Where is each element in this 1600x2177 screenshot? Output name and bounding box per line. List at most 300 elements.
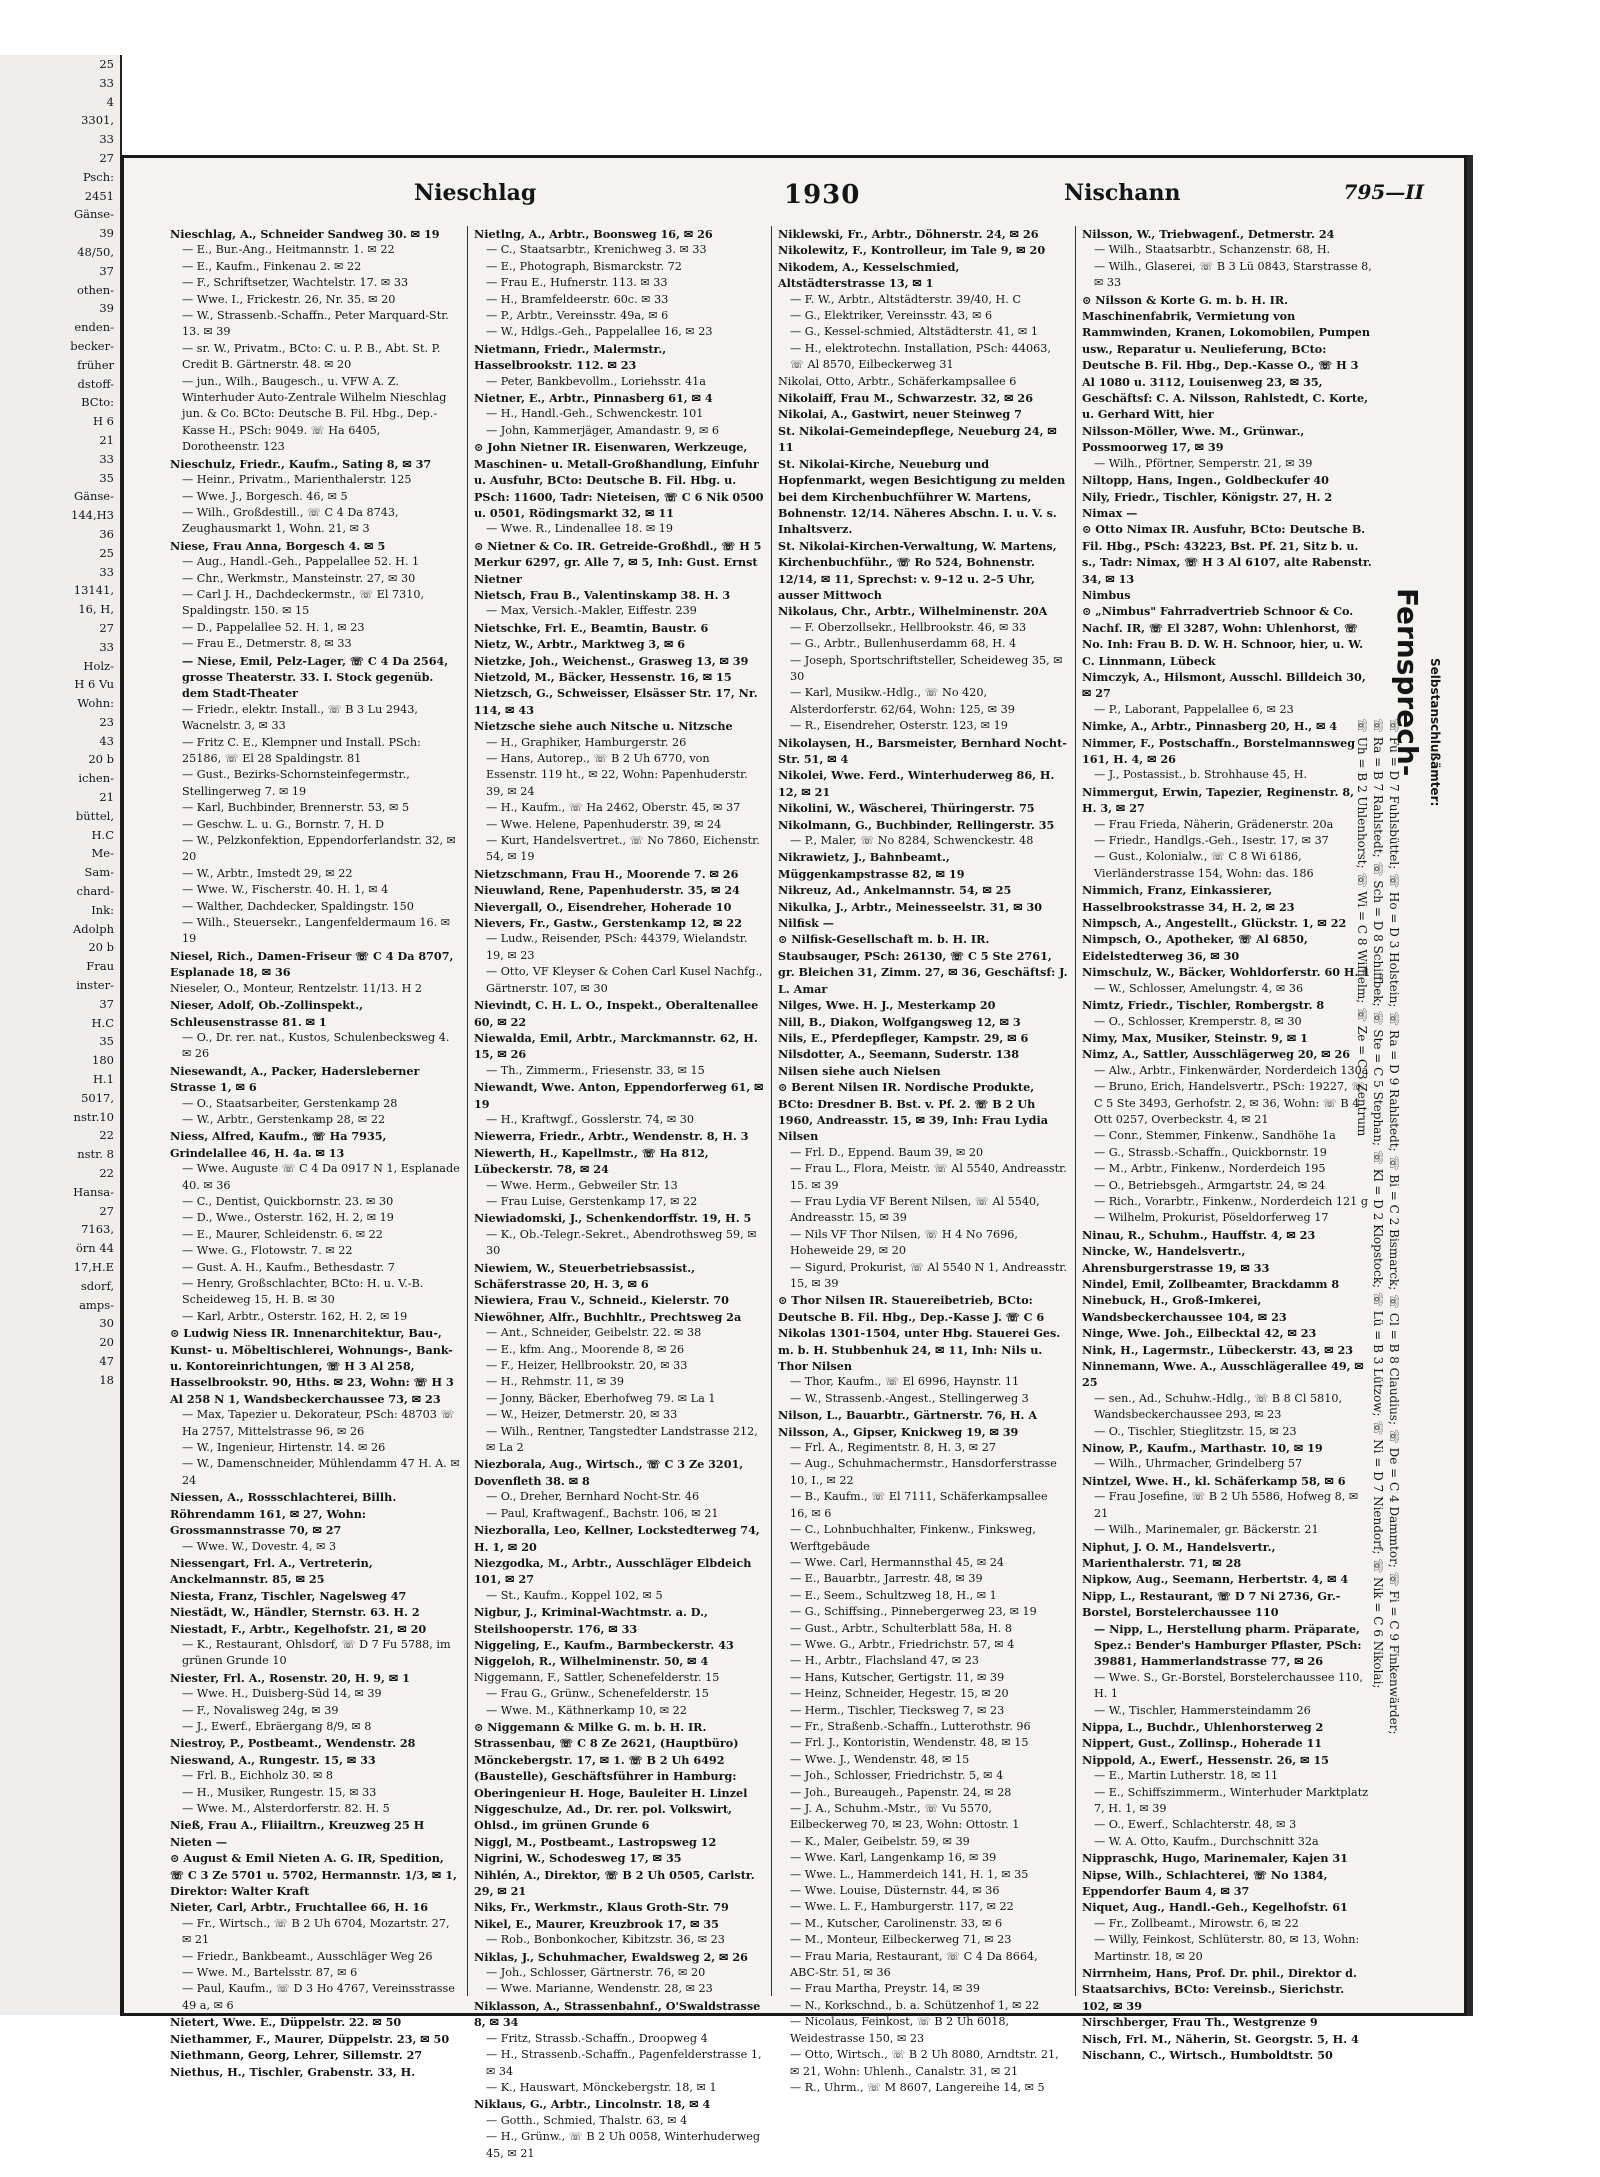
directory-entry: Nietzold, M., Bäcker, Hessenstr. 16, ✉ 15 [474,669,732,684]
adjacent-page-fragment: örn 44 [75,1241,114,1256]
directory-entry: Niewandt, Wwe. Anton, Eppendorferweg 61, ✉ 19 [474,1080,764,1111]
directory-entry: — Wwe. R., Lindenallee 18. ✉ 19 [486,522,673,536]
directory-entry: — W., Heizer, Detmerstr. 20, ✉ 33 [486,1408,678,1422]
directory-entry: — Frau Josefine, ☏ B 2 Uh 5586, Hofweg 8, ✉ 21 [1094,1490,1359,1520]
column-divider [1075,226,1076,1996]
directory-entry: — G., Arbtr., Bullenhuserdamm 68, H. 4 [790,637,1017,651]
directory-entry: — Herm., Tischler, Tiecksweg 7, ✉ 23 [790,1703,1005,1717]
directory-entry: Nieten — [170,1834,228,1849]
directory-entry: — Joh., Schlosser, Friedrichstr. 5, ✉ 4 [790,1769,1004,1783]
directory-entry: Ninnemann, Wwe. A., Ausschlägerallee 49, ✉ 25 [1082,1359,1364,1390]
directory-entry: Niklas, J., Schuhmacher, Ewaldsweg 2, ✉ 26 [474,1949,748,1964]
directory-entry: — Joh., Schlosser, Gärtnerstr. 76, ✉ 20 [486,1966,706,1980]
adjacent-page-fragment: Sam- [84,865,114,880]
directory-entry: Niquet, Aug., Handl.-Geh., Kegelhofstr. 61 [1082,1900,1348,1915]
adjacent-page-fragment: 35 [99,470,114,485]
directory-entry: — C., Staatsarbtr., Krenichweg 3. ✉ 33 [486,243,707,257]
directory-entry: — Gotth., Schmied, Thalstr. 63, ✉ 4 [486,2113,688,2127]
directory-entry: Nikolai, Otto, Arbtr., Schäferkampsallee 6 [778,374,1017,388]
page-number: 795—II [1343,180,1424,204]
directory-entry: Niezboralla, Leo, Kellner, Lockstedterweg 74, H. 1, ✉ 20 [474,1523,760,1554]
directory-entry: — Fr., Straßenb.-Schaffn., Lutterothstr. 96 [790,1719,1031,1733]
directory-entry: — Wwe. Karl, Langenkamp 16, ✉ 39 [790,1851,997,1865]
directory-entry: Niesel, Rich., Damen-Friseur ☏ C 4 Da 8707, Esplanade 18, ✉ 36 [170,948,454,980]
adjacent-page-fragment: 13141, [73,583,114,598]
adjacent-page-fragment: 180 [92,1053,114,1068]
directory-entry: ⊙ Nilfisk-Gesellschaft m. b. H. IR. Staubsauger, PSch: 26130, ☏ C 5 Ste 2761, gr. Bleichen 31, Zimm. 27, ✉ 36, Geschäftsf: J. L. Amar [778,932,1068,996]
directory-entry: — M., Monteur, Eilbeckerweg 71, ✉ 23 [790,1933,1012,1947]
adjacent-page-fragment: Ink: [91,902,114,917]
adjacent-page-fragment: 36 [99,526,114,541]
directory-entry: — H., Rehmstr. 11, ✉ 39 [486,1375,625,1389]
directory-entry: — P., Arbtr., Vereinsstr. 49a, ✉ 6 [486,309,669,323]
directory-entry: — Th., Zimmerm., Friesenstr. 33, ✉ 15 [486,1063,705,1077]
directory-entry: — St., Kaufm., Koppel 102, ✉ 5 [486,1588,663,1602]
directory-entry: — Friedr., Handlgs.-Geh., Isestr. 17, ✉ 37 [1094,834,1329,848]
directory-entry: — Wilh., Rentner, Tangstedter Landstrasse 212, ✉ La 2 [486,1424,758,1455]
adjacent-page-fragment: 25 [99,57,114,71]
directory-entry: — W., Arbtr., Gerstenkamp 28, ✉ 22 [182,1112,386,1126]
adjacent-page-fragment: 37 [99,263,114,278]
directory-entry: Nink, H., Lagermstr., Lübeckerstr. 43, ✉ 23 [1082,1342,1354,1357]
directory-entry: Niks, Fr., Werkmstr., Klaus Groth-Str. 79 [474,1900,729,1915]
directory-entry: Niesewandt, A., Packer, Hadersleberner Strasse 1, ✉ 6 [170,1063,420,1095]
directory-entry: — Ludw., Reisender, PSch: 44379, Wielandstr. 19, ✉ 23 [486,932,748,962]
directory-entry: — Wwe. Marianne, Wendenstr. 28, ✉ 23 [486,1982,713,1996]
directory-entry: — Rob., Bonbonkocher, Kibitzstr. 36, ✉ 23 [486,1933,725,1947]
directory-entry: Nikolmann, G., Buchbinder, Rellingerstr. 35 [778,817,1055,832]
adjacent-page-fragment: 22 [99,1128,114,1143]
adjacent-page-fragment: 5017, [81,1090,114,1105]
directory-entry: — Aug., Handl.-Geh., Pappelallee 52. H. 1 [182,555,420,569]
directory-entry: Nievergall, O., Eisendreher, Hoherade 10 [474,899,732,914]
directory-entry: — H., Grünw., ☏ B 2 Uh 0058, Winterhuderweg 45, ✉ 21 [486,2130,760,2160]
directory-entry: Nieter, Carl, Arbtr., Fruchtallee 66, H. 16 [170,1900,429,1915]
adjacent-page-fragment: 21 [99,432,114,447]
directory-entry: Nietsch, Frau B., Valentinskamp 38. H. 3 [474,587,731,602]
directory-entry: — F., Schriftsetzer, Wachtelstr. 17. ✉ 33 [182,276,409,290]
directory-entry: Nieschulz, Friedr., Kaufm., Sating 8, ✉ 37 [170,456,432,471]
directory-entry: Nimax — [1082,505,1138,520]
directory-entry: St. Nikolai-Gemeindepflege, Neueburg 24, ✉ 11 [778,423,1057,455]
directory-entry: — Frl. B., Eichholz 30. ✉ 8 [182,1769,334,1783]
directory-entry: ⊙ John Nietner IR. Eisenwaren, Werkzeuge, Maschinen- u. Metall-Großhandlung, Einfuhr u. Ausfuhr, BCto: Deutsche B. Fil. Hbg. u. PSch: 11600, Tadr: Nieteisen, ☏ C 6 Nik 0500 u. 0501, Rödingsmarkt 32, ✉ 11 [474,440,764,520]
directory-entry: Niklaus, G., Arbtr., Lincolnstr. 18, ✉ 4 [474,2097,711,2112]
directory-entry: St. Nikolai-Kirchen-Verwaltung, W. Martens, Kirchenbuchführ., ☏ Ro 524, Bohnenstr. 12/14, ✉ 11, Sprechst: v. 9–12 u. 2–5 Uhr, ausser Mittwoch [778,538,1057,602]
directory-entry: — Otto, VF Kleyser & Cohen Carl Kusel Nachfg., Gärtnerstr. 107, ✉ 30 [486,965,763,995]
directory-entry: Nietzschmann, Frau H., Moorende 7. ✉ 26 [474,866,739,881]
directory-entry: Nimy, Max, Musiker, Steinstr. 9, ✉ 1 [1082,1030,1308,1045]
directory-entry: Nieser, Adolf, Ob.-Zollinspekt., Schleusenstrasse 81. ✉ 1 [170,998,364,1029]
directory-entry: — sen., Ad., Schuhw.-Hdlg., ☏ B 8 Cl 5810, Wandsbeckerchaussee 293, ✉ 23 [1094,1391,1343,1422]
directory-entry: ⊙ „Nimbus" Fahrradvertrieb Schnoor & Co. Nachf. IR, ☏ El 3287, Wohn: Uhlenhorst, ☏ No. Inh: Frau B. D. W. H. Schnoor, hier, u. W. C. Linnmann, Lübeck [1082,604,1363,668]
directory-entry: — F., Novalisweg 24g, ✉ 39 [182,1703,339,1717]
directory-entry: — Fritz, Strassb.-Schaffn., Droopweg 4 [486,2031,708,2045]
directory-entry: — O., Tischler, Stieglitzstr. 15, ✉ 23 [1094,1424,1297,1438]
directory-entry: — Wilh., Staatsarbtr., Schanzenstr. 68, H. [1094,243,1331,257]
directory-entry: — Wwe. W., Dovestr. 4, ✉ 3 [182,1539,337,1553]
adjacent-page-fragment: BCto: [81,395,114,410]
adjacent-page-fragment: 20 b [88,940,114,955]
directory-entry: Nietz, W., Arbtr., Marktweg 3, ✉ 6 [474,637,686,652]
directory-entry: — H., Bramfeldeerstr. 60c. ✉ 33 [486,292,669,306]
directory-entry: Nincke, W., Handelsvertr., Ahrensburgerstrasse 19, ✉ 33 [1082,1244,1270,1275]
column-divider [467,226,468,1996]
directory-entry: — Karl, Buchbinder, Brennerstr. 53, ✉ 5 [182,801,410,815]
directory-entry: Niggeling, E., Kaufm., Barmbeckerstr. 43 [474,1637,734,1652]
adjacent-page-fragment: H.C [91,1015,114,1030]
directory-entry: — Frl. D., Eppend. Baum 39, ✉ 20 [790,1145,984,1159]
directory-entry: — W., Ingenieur, Hirtenstr. 14. ✉ 26 [182,1441,386,1455]
directory-entry: Nievers, Fr., Gastw., Gerstenkamp 12, ✉ 22 [474,916,742,931]
directory-entry: Nimmich, Franz, Einkassierer, Hasselbrookstrasse 34, H. 2, ✉ 23 [1082,883,1295,914]
directory-entry: Niethus, H., Tischler, Grabenstr. 33, H. [170,2064,416,2079]
directory-entry: — Joh., Bureaugeh., Papenstr. 24, ✉ 28 [790,1785,1012,1799]
header-year: 1930 [784,180,861,210]
directory-entry: Nippert, Gust., Zollinsp., Hoherade 11 [1082,1736,1323,1751]
directory-entry: — E., Martin Lutherstr. 18, ✉ 11 [1094,1769,1279,1783]
directory-entry: Nimschulz, W., Bäcker, Wohldorferstr. 60 H. 1 [1082,965,1371,980]
adjacent-page-fragment: 43 [99,733,114,748]
directory-entry: Nimpsch, O., Apotheker, ☏ Al 6850, Eidelstedterweg 36, ✉ 30 [1082,932,1308,963]
directory-entry: — Wilh., Großdestill., ☏ C 4 Da 8743, Zeughausmarkt 1, Wohn. 21, ✉ 3 [182,505,399,536]
adjacent-page-fragment: becker- [70,338,114,353]
adjacent-page-fragment: 3301, [81,113,114,128]
directory-entry: Nilges, Wwe. H. J., Mesterkamp 20 [778,998,996,1013]
directory-entry: ⊙ August & Emil Nieten A. G. IR, Spedition, ☏ C 3 Ze 5701 u. 5702, Hermannstr. 1/3, ✉ 1, Direktor: Walter Kraft [170,1851,457,1899]
directory-entry: Nikreuz, Ad., Ankelmannstr. 54, ✉ 25 [778,883,1012,898]
directory-entry: — G., Strassb.-Schaffn., Quickbornstr. 19 [1094,1145,1327,1159]
directory-entry: — D., Wwe., Osterstr. 162, H. 2, ✉ 19 [182,1211,394,1225]
adjacent-page-fragment: 39 [99,301,114,316]
directory-entry: — W., Strassenb.-Angest., Stellingerweg 3 [790,1391,1029,1405]
directory-entry: — Frau Luise, Gerstenkamp 17, ✉ 22 [486,1194,698,1208]
directory-entry: ⊙ Ludwig Niess IR. Innenarchitektur, Bau-, Kunst- u. Möbeltischlerei, Wohnungs-, Bank- u. Kontoreinrichtungen, ☏ H 3 Al 258, Hasselbrookstr. 90, Hths. ✉ 23, Wohn: ☏ H 3 Al 258 N 1, Wandsbeckerchaussee 73, ✉ 23 [170,1326,454,1406]
directory-entry: — E., Schiffszimmerm., Winterhuder Marktplatz 7, H. 1, ✉ 39 [1094,1785,1369,1815]
directory-entry: — Rich., Vorarbtr., Finkenw., Norderdeich 121 g [1094,1194,1369,1208]
adjacent-page-fragment: 25 [99,545,114,560]
legend-title: Fernsprech- [1391,588,1424,777]
adjacent-page-fragment: nstr. 8 [77,1147,114,1162]
adjacent-page-fragment: Frau [86,959,114,974]
adjacent-page-fragment: 27 [99,1203,114,1218]
directory-entry: Nimmergut, Erwin, Tapezier, Reginenstr. 8, H. 3, ✉ 27 [1082,784,1355,816]
directory-entry: Niewiadomski, J., Schenkendorffstr. 19, H. 5 [474,1211,752,1226]
directory-entry: — M., Arbtr., Finkenw., Norderdeich 195 [1094,1162,1326,1176]
directory-entry: Nipp, L., Restaurant, ☏ D 7 Ni 2736, Gr.-Borstel, Borstelerchaussee 110 [1082,1588,1341,1620]
adjacent-page-fragment: sdorf, [80,1278,114,1293]
directory-entry: St. Nikolai-Kirche, Neueburg und Hopfenmarkt, wegen Besichtigung zu melden bei dem Kirchenbuchführer W. Martens, Bohnenstr. 12/14. Näheres Abschn. I. u. V. s. Inhaltsverz. [778,456,1066,537]
directory-entry: Ninau, R., Schuhm., Hauffstr. 4, ✉ 23 [1082,1227,1316,1242]
directory-entry: — Frau Lydia VF Berent Nilsen, ☏ Al 5540, Andreasstr. 15, ✉ 39 [790,1194,1040,1225]
directory-entry: — Wwe. M., Alsterdorferstr. 82. H. 5 [182,1802,390,1815]
adjacent-page-fragment: 16, H, [78,602,114,617]
directory-entry: — Max, Versich.-Makler, Eiffestr. 239 [486,604,697,618]
directory-entry: Nikel, E., Maurer, Kreuzbrook 17, ✉ 35 [474,1916,719,1931]
directory-entry: Niestädt, W., Händler, Sternstr. 63. H. 2 [170,1605,420,1620]
directory-entry: — Wwe. S., Gr.-Borstel, Borstelerchaussee 110, H. 1 [1094,1670,1363,1701]
directory-entry: Niewöhner, Alfr., Buchhltr., Prechtsweg 2a [474,1309,742,1324]
directory-entry: — N., Korkschnd., b. a. Schützenhof 1, ✉ 22 [790,1998,1040,2012]
directory-entry: Niewerth, H., Kapellmstr., ☏ Ha 812, Lübeckerstr. 78, ✉ 24 [474,1145,709,1177]
directory-entry: Ninow, P., Kaufm., Marthastr. 10, ✉ 19 [1082,1441,1323,1456]
directory-entry: Nipkow, Aug., Seemann, Herbertstr. 4, ✉ 4 [1082,1572,1349,1587]
directory-entry: — Wilh., Pförtner, Semperstr. 21, ✉ 39 [1094,456,1313,470]
directory-entry: Nikolei, Wwe. Ferd., Winterhuderweg 86, H. 12, ✉ 21 [778,768,1055,799]
directory-entry: Niggemann, F., Sattler, Schenefelderstr. 15 [474,1670,720,1684]
directory-entry: Nintzel, Wwe. H., kl. Schäferkamp 58, ✉ 6 [1082,1473,1346,1488]
directory-entry: Nimke, A., Arbtr., Pinnasberg 20, H., ✉ 4 [1082,719,1338,734]
adjacent-page-fragment: 4 [106,94,114,109]
directory-entry: — Frau Martha, Preystr. 14, ✉ 39 [790,1982,981,1996]
directory-entry: — Frl. A., Regimentstr. 8, H. 3, ✉ 27 [790,1441,996,1455]
directory-entry: — F. W., Arbtr., Altstädterstr. 39/40, H. C [790,292,1021,306]
directory-entry: Niggeschulze, Ad., Dr. rer. pol. Volkswirt, Ohlsd., im grünen Grunde 6 [474,1802,732,1833]
directory-entry: — Wilh., Marinemaler, gr. Bäckerstr. 21 [1094,1523,1319,1537]
directory-entry: — Wwe. Helene, Papenhuderstr. 39, ✉ 24 [486,817,722,831]
directory-entry: Nilfisk — [778,916,834,931]
directory-entry: — Willy, Feinkost, Schlüterstr. 80, ✉ 13, Wohn: Martinstr. 18, ✉ 20 [1094,1933,1360,1963]
directory-entry: — W., Tischler, Hammersteindamm 26 [1094,1703,1311,1717]
legend-codes [1354,718,1402,1735]
directory-entry: Nietzke, Joh., Weichenst., Grasweg 13, ✉ 39 [474,653,749,668]
directory-entry: — B., Kaufm., ☏ El 7111, Schäferkampsallee 16, ✉ 6 [790,1490,1048,1520]
directory-entry: — P., Laborant, Pappelallee 6, ✉ 23 [1094,702,1294,716]
directory-entry: — K., Maler, Geibelstr. 59, ✉ 39 [790,1834,970,1848]
directory-entry: Nisch, Frl. M., Näherin, St. Georgstr. 5, H. 4 [1082,2031,1359,2046]
directory-entry: — R., Uhrm., ☏ M 8607, Langereihe 14, ✉ 5 [790,2080,1045,2094]
directory-entry: — Bruno, Erich, Handelsvertr., PSch: 19227, ☏ C 5 Ste 3493, Gerhofstr. 2, ✉ 36, Wohn: ☏ B 4 Ott 0257, Overbeckstr. 4, ✉ 21 [1094,1080,1366,1126]
directory-entry: Nindel, Emil, Zollbeamter, Brackdamm 8 [1082,1277,1340,1291]
adjacent-page-fragment: 7163, [81,1222,114,1237]
directory-entry: — C., Lohnbuchhalter, Finkenw., Finksweg, Werftgebäude [790,1523,1036,1553]
directory-entry: — H., Graphiker, Hamburgerstr. 26 [486,735,687,749]
directory-entry: — Wwe. Herm., Gebweiler Str. 13 [486,1178,678,1192]
directory-entry: — Geschw. L. u. G., Bornstr. 7, H. D [182,817,384,831]
directory-column-2 [474,226,764,2160]
adjacent-page-fragment: nstr.10 [73,1109,114,1124]
directory-entry: Nikolini, W., Wäscherei, Thüringerstr. 75 [778,801,1035,816]
directory-entry: — Karl, Musikw.-Hdlg., ☏ No 420, Alsterdorferstr. 62/64, Wohn: 125, ✉ 39 [790,686,1015,716]
directory-entry: — G., Schiffsing., Pinnebergerweg 23, ✉ 19 [790,1605,1037,1619]
directory-entry: Nieswand, A., Rungestr. 15, ✉ 33 [170,1752,376,1767]
directory-entry: Nimz, A., Sattler, Ausschlägerweg 20, ✉ 26 [1082,1047,1351,1062]
directory-entry: — Karl, Arbtr., Osterstr. 162, H. 2, ✉ 19 [182,1309,408,1323]
directory-entry: — Peter, Bankbevollm., Loriehsstr. 41a [486,374,706,388]
adjacent-page-fragment: 144,H3 [71,508,114,523]
directory-entry: — W. A. Otto, Kaufm., Durchschnitt 32a [1094,1834,1319,1848]
adjacent-page-fragment: dstoff- [77,376,114,391]
directory-entry: — Wwe. G., Flotowstr. 7. ✉ 22 [182,1244,353,1258]
directory-entry: — F. Oberzollsekr., Hellbrookstr. 46, ✉ 33 [790,620,1027,634]
directory-entry: — Sigurd, Prokurist, ☏ Al 5540 N 1, Andreasstr. 15, ✉ 39 [790,1260,1067,1290]
directory-entry: — Frau E., Detmerstr. 8, ✉ 33 [182,637,352,651]
directory-entry: — Gust., Kolonialw., ☏ C 8 Wi 6186, Vierländerstrasse 154, Wohn: das. 186 [1094,850,1314,880]
directory-column-4 [1082,226,1372,2063]
directory-entry: — M., Kutscher, Carolinenstr. 33, ✉ 6 [790,1916,1003,1930]
directory-entry: Nischann, C., Wirtsch., Humboldtstr. 50 [1082,2048,1333,2063]
directory-entry: ⊙ Niggemann & Milke G. m. b. H. IR. Strassenbau, ☏ C 8 Ze 2621, (Hauptbüro) Mönckebergstr. 17, ✉ 1. ☏ B 2 Uh 6492 (Baustelle), Geschäftsführer in Hamburg: Oberingenieur H. Hoge, Bauleiter H. Linzel [474,1719,748,1800]
directory-column-1 [170,226,460,2079]
directory-entry: — W., Strassenb.-Schaffn., Peter Marquard-Str. 13. ✉ 39 [182,309,449,339]
directory-entry: Nikolaiff, Frau M., Schwarzestr. 32, ✉ 26 [778,391,1033,406]
legend-code-line: ☏ Uh = B 2 Uhlenhorst; ☏ Wi = C 8 Wilhelm; ☏ Ze = C 3 Zentrum [1355,718,1369,1137]
directory-entry: — W., Schlosser, Amelungstr. 4, ✉ 36 [1094,981,1304,995]
directory-entry: — H., Kraftwgf., Gosslerstr. 74, ✉ 30 [486,1112,695,1126]
directory-entry: — Kurt, Handelsvertret., ☏ No 7860, Eichenstr. 54, ✉ 19 [486,834,760,864]
directory-entry: Nikolewitz, F., Kontrolleur, im Tale 9, ✉ 20 [778,243,1046,258]
directory-entry: — E., Bur.-Ang., Heitmannstr. 1. ✉ 22 [182,243,395,257]
directory-entry: Nieuwland, Rene, Papenhuderstr. 35, ✉ 24 [474,883,740,898]
directory-entry: — J., Postassist., b. Strohhause 45, H. [1094,768,1308,782]
directory-entry: Nilsson-Möller, Wwe. M., Grünwar., Possmoorweg 17, ✉ 39 [1082,423,1305,455]
directory-entry: — Wilh., Uhrmacher, Grindelberg 57 [1094,1457,1303,1471]
directory-entry: Niggeloh, R., Wilhelminenstr. 50, ✉ 4 [474,1654,709,1669]
directory-entry: ⊙ Thor Nilsen IR. Stauereibetrieb, BCto: Deutsche B. Fil. Hbg., Dep.-Kasse J. ☏ C 6 Nikolas 1301-1504, unter Hbg. Stauerei Ges. m. b. H. Stubbenhuk 24, ✉ 11, Inh: Nils u. Thor Nilsen [778,1293,1061,1374]
directory-entry: Nieseler, O., Monteur, Rentzelstr. 11/13. H 2 [170,981,422,995]
directory-entry: — Niese, Emil, Pelz-Lager, ☏ C 4 Da 2564, grosse Theaterstr. 33. I. Stock gegenüb. dem Stadt-Theater [182,653,449,701]
column-divider [771,226,772,1996]
directory-entry: Nirrnheim, Hans, Prof. Dr. phil., Direktor d. Staatsarchivs, BCto: Vereinsb., Sierichstr. 102, ✉ 39 [1082,1966,1357,2013]
directory-entry: Nilsdotter, A., Seemann, Suderstr. 138 [778,1047,1019,1062]
directory-entry: Nietmann, Friedr., Malermstr., Hasselbrookstr. 112. ✉ 23 [474,341,667,373]
directory-entry: Nimczyk, A., Hilsmont, Ausschl. Billdeich 30, ✉ 27 [1082,669,1366,701]
directory-entry: — Henry, Großschlachter, BCto: H. u. V.-B. Scheideweg 15, H. B. ✉ 30 [182,1277,424,1307]
adjacent-page-fragment: ichen- [78,771,114,786]
directory-entry: — O., Betriebsgeh., Armgartstr. 24, ✉ 24 [1094,1178,1326,1192]
directory-entry: — K., Hauswart, Mönckebergstr. 18, ✉ 1 [486,2080,717,2094]
directory-entry: — Thor, Kaufm., ☏ El 6996, Haynstr. 11 [790,1375,1020,1389]
directory-entry: — K., Restaurant, Ohlsdorf, ☏ D 7 Fu 5788, im grünen Grunde 10 [182,1637,451,1668]
adjacent-page-fragment: Holz- [83,658,114,673]
directory-entry: — Paul, Kraftwagenf., Bachstr. 106, ✉ 21 [486,1506,719,1520]
adjacent-page-fragment: 2451 [84,188,114,203]
directory-entry: — Wilh., Steuersekr., Langenfeldermaum 16. ✉ 19 [182,916,451,946]
directory-entry: Nietschke, Frl. E., Beamtin, Baustr. 6 [474,620,709,635]
directory-entry: Nipse, Wilh., Schlachterei, ☏ No 1384, Eppendorfer Baum 4, ✉ 37 [1082,1867,1328,1899]
directory-entry: — Fr., Zollbeamt., Mirowstr. 6, ✉ 22 [1094,1916,1299,1930]
header-first-name: Nieschlag [414,180,537,206]
adjacent-page-fragment: 47 [99,1353,114,1368]
directory-entry: — Frl. J., Kontoristin, Wendenstr. 48, ✉ 15 [790,1736,1029,1750]
directory-entry: — Fr., Wirtsch., ☏ B 2 Uh 6704, Mozartstr. 27, ✉ 21 [182,1916,450,1947]
directory-entry: — O., Ewerf., Schlachterstr. 48, ✉ 3 [1094,1818,1297,1832]
directory-entry: — Frau Maria, Restaurant, ☏ C 4 Da 8664, ABC-Str. 51, ✉ 36 [790,1949,1038,1980]
directory-entry: Nikolai, A., Gastwirt, neuer Steinweg 7 [778,407,1022,422]
directory-entry: — E., Maurer, Schleidenstr. 6. ✉ 22 [182,1227,383,1241]
directory-entry: Nietzsche siehe auch Nitsche u. Nitzsche [474,719,733,734]
directory-entry: Niesta, Franz, Tischler, Nagelsweg 47 [170,1588,407,1603]
page-header [164,180,1434,210]
adjacent-page-fragment: Psch: [82,169,114,184]
directory-entry: — Paul, Kaufm., ☏ D 3 Ho 4767, Vereinsstrasse 49 a, ✉ 6 [182,1982,455,2012]
directory-entry: — Wwe. L., Hammerdeich 141, H. 1, ✉ 35 [790,1867,1029,1881]
directory-entry: — Wilh., Glaserei, ☏ B 3 Lü 0843, Starstrasse 8, ✉ 33 [1094,259,1372,290]
adjacent-page-fragment: 21 [99,790,114,805]
directory-entry: Niklewski, Fr., Arbtr., Döhnerstr. 24, ✉ 26 [778,227,1039,241]
directory-entry: — Frau E., Hufnerstr. 113. ✉ 33 [486,276,668,290]
directory-entry: Niphut, J. O. M., Handelsvertr., Marienthalerstr. 71, ✉ 28 [1082,1539,1276,1570]
adjacent-page-fragment: 27 [99,620,114,635]
adjacent-page-fragment: büttel, [75,808,114,823]
directory-entry: Nikrawietz, J., Bahnbeamt., Müggenkampstrasse 82, ✉ 19 [778,850,965,881]
directory-entry: Nils, E., Pferdepfleger, Kampstr. 29, ✉ 6 [778,1030,1029,1045]
directory-column-3 [778,226,1068,2094]
adjacent-page-fragment: 18 [99,1372,114,1387]
directory-entry: Niese, Frau Anna, Borgesch 4. ✉ 5 [170,538,386,553]
adjacent-page-fragment: 39 [99,226,114,241]
legend-code-line: ☏ Fu = D 7 Fuhlsbüttel; ☏ Ho = D 3 Holstein; ☏ Ra = D 9 Rahlstedt; ☏ Bi = C 2 Bismarck; ☏ Cl = B 8 Claudius; ☏ De = C 4 Dammtor; ☏ Fi = C 9 Finkenwärder; [1387,718,1401,1735]
directory-entry: — Aug., Schuhmachermstr., Hansdorferstrasse 10, I., ✉ 22 [790,1457,1057,1487]
directory-entry: — R., Eisendreher, Osterstr. 123, ✉ 19 [790,719,1008,733]
directory-entry: — Wwe. J., Wendenstr. 48, ✉ 15 [790,1752,970,1766]
directory-entry: — Chr., Werkmstr., Mansteinstr. 27, ✉ 30 [182,571,416,585]
directory-entry: — E., kfm. Ang., Moorende 8, ✉ 26 [486,1342,685,1356]
directory-entry: — Wwe. J., Borgesch. 46, ✉ 5 [182,489,348,503]
directory-entry: — Wwe. G., Arbtr., Friedrichstr. 57, ✉ 4 [790,1637,1015,1651]
directory-entry: Niewerra, Friedr., Arbtr., Wendenstr. 8, H. 3 [474,1129,749,1144]
directory-entry: — G., Kessel-schmied, Altstädterstr. 41, ✉ 1 [790,325,1038,339]
adjacent-page-fragment: 33 [99,564,114,579]
directory-entry: — H., Handl.-Geh., Schwenckestr. 101 [486,407,704,421]
directory-entry: Niethammer, F., Maurer, Düppelstr. 23, ✉ 50 [170,2031,450,2046]
directory-entry: ⊙ Berent Nilsen IR. Nordische Produkte, BCto: Dresdner B. Bst. v. Pf. 2. ☏ B 2 Uh 1960, Andreasstr. 15, ✉ 39, Inh: Frau Lydia Nilsen [778,1080,1048,1144]
directory-entry: — W., Hdlgs.-Geh., Pappelallee 16, ✉ 23 [486,325,713,339]
directory-entry: — H., Arbtr., Flachsland 47, ✉ 23 [790,1654,979,1668]
directory-entry: — W., Arbtr., Imstedt 29, ✉ 22 [182,866,353,880]
directory-entry: — E., Bauarbtr., Jarrestr. 48, ✉ 39 [790,1572,983,1586]
directory-entry: — H., Musiker, Rungestr. 15, ✉ 33 [182,1785,377,1799]
directory-entry: — Walther, Dachdecker, Spaldingstr. 150 [182,899,414,913]
directory-entry: Nippold, A., Ewerf., Hessenstr. 26, ✉ 15 [1082,1752,1329,1767]
directory-entry: Nilsson, W., Triebwagenf., Detmerstr. 24 [1082,227,1335,241]
directory-entry: — O., Dreher, Bernhard Nocht-Str. 46 [486,1490,700,1504]
adjacent-page-fragment: enden- [74,320,114,335]
directory-entry: Nietzsch, G., Schweisser, Elsässer Str. 17, Nr. 114, ✉ 43 [474,686,758,717]
directory-entry: Nilsson, A., Gipser, Knickweg 19, ✉ 39 [778,1424,1019,1439]
directory-entry: Niewalda, Emil, Arbtr., Marckmannstr. 62, H. 15, ✉ 26 [474,1030,758,1062]
directory-entry: — Wwe. M., Käthnerkamp 10, ✉ 22 [486,1703,687,1717]
directory-entry: — Wwe. H., Duisberg-Süd 14, ✉ 39 [182,1687,382,1701]
directory-entry: — Nils VF Thor Nilsen, ☏ H 4 No 7696, Hoheweide 29, ✉ 20 [790,1227,1018,1258]
directory-entry: — G., Elektriker, Vereinsstr. 43, ✉ 6 [790,309,993,323]
directory-entry: — O., Dr. rer. nat., Kustos, Schulenbecksweg 4. ✉ 26 [182,1030,450,1061]
directory-entry: Nily, Friedr., Tischler, Königstr. 27, H. 2 [1082,489,1333,504]
directory-entry: — Wwe. I., Frickestr. 26, Nr. 35. ✉ 20 [182,292,396,306]
adjacent-page-strip [0,55,122,2015]
directory-entry: — Wwe. M., Bartelsstr. 87, ✉ 6 [182,1966,358,1980]
directory-entry: Nimpsch, A., Angestellt., Glückstr. 1, ✉ 22 [1082,916,1347,931]
adjacent-page-fragment: H 6 Vu [74,677,114,692]
directory-entry: — Hans, Autorep., ☏ B 2 Uh 6770, von Essenstr. 119 ht., ✉ 22, Wohn: Papenhuderstr. 39, ✉ 24 [486,752,748,798]
directory-entry: Niestadt, F., Arbtr., Kegelhofstr. 21, ✉ 20 [170,1621,427,1636]
directory-entry: — D., Pappelallee 52. H. 1, ✉ 23 [182,620,365,634]
directory-entry: Nilsen siehe auch Nielsen [778,1063,941,1078]
directory-entry: — Friedr., Bankbeamt., Ausschläger Weg 26 [182,1949,433,1963]
adjacent-page-fragment: amps- [79,1297,114,1312]
adjacent-page-fragment: 27 [99,150,114,165]
directory-entry: — W., Pelzkonfektion, Eppendorferlandstr. 32, ✉ 20 [182,834,456,864]
adjacent-page-fragment: 33 [99,75,114,90]
directory-entry: Nietlng, A., Arbtr., Boonsweg 16, ✉ 26 [474,227,713,241]
directory-entry: Niester, Frl. A., Rosenstr. 20, H. 9, ✉ 1 [170,1670,410,1685]
adjacent-page-fragment: 17,H.E [73,1260,114,1274]
adjacent-page-fragment: 33 [99,639,114,654]
directory-entry: Nimbus [1082,587,1131,602]
directory-entry: Niewiem, W., Steuerbetriebsassist., Schäferstrasse 20, H. 3, ✉ 6 [474,1260,696,1291]
telephone-exchange-legend [1355,418,1466,1818]
directory-entry: — Heinr., Privatm., Marienthalerstr. 125 [182,473,412,487]
